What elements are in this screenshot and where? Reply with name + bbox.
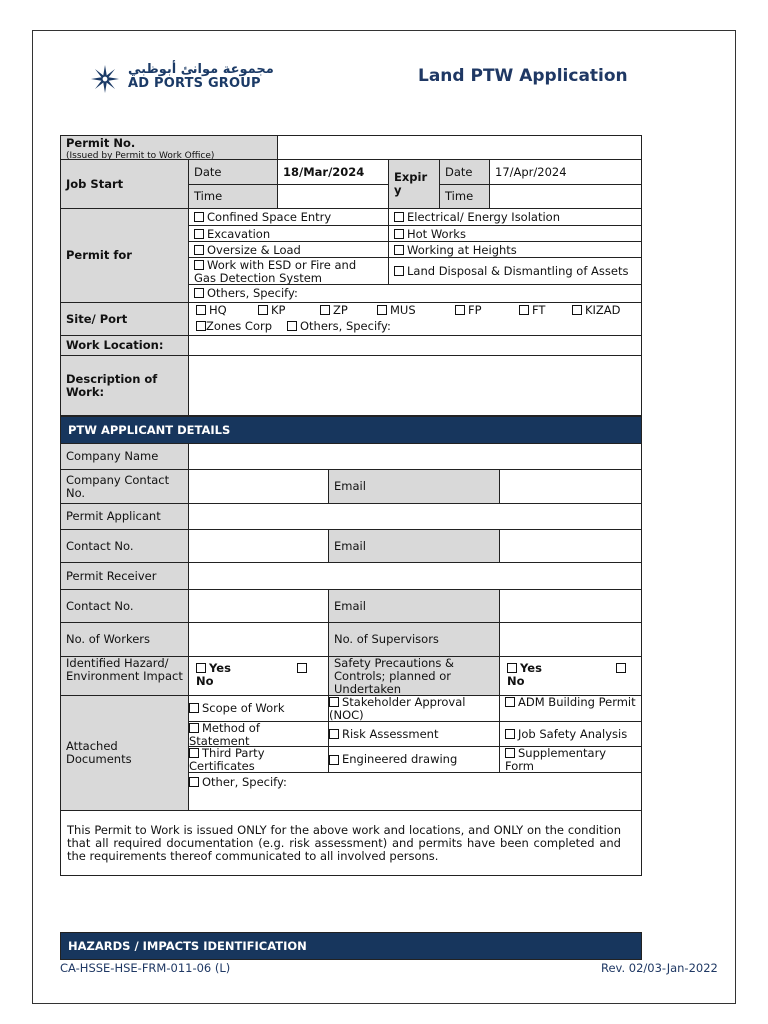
workers-label: No. of Workers <box>60 622 189 657</box>
doc-engineered-drawing[interactable] <box>328 746 500 773</box>
document-code: CA-HSSE-HSE-FRM-011-06 (L) <box>60 961 231 975</box>
option-label: Hot Works <box>407 227 466 241</box>
permit-no-note: (Issued by Permit to Work Office) <box>66 151 215 160</box>
checkbox[interactable] <box>505 748 515 758</box>
company-name-label: Company Name <box>60 443 189 470</box>
checkbox[interactable] <box>394 229 404 239</box>
option-label: Excavation <box>207 227 271 241</box>
checkbox[interactable] <box>329 755 339 765</box>
option-label: KP <box>271 303 286 317</box>
doc-scope-of-work[interactable] <box>188 695 329 722</box>
option-oversize-load[interactable] <box>188 241 389 258</box>
company-email-label: Email <box>328 469 500 504</box>
option-label: FP <box>468 303 482 317</box>
company-email-field[interactable] <box>499 469 642 504</box>
checkbox[interactable] <box>616 663 626 673</box>
option-hot-works[interactable] <box>388 225 642 242</box>
expiry-date-label: Date <box>439 159 490 185</box>
expiry-time-label: Time <box>439 184 490 209</box>
option-confined-space[interactable] <box>188 208 389 226</box>
option-label: Zones Corp <box>206 319 273 333</box>
logo-arabic-text: مجموعة موانئ أبوظبي <box>128 62 274 77</box>
doc-adm-building-permit[interactable] <box>499 695 642 722</box>
doc-other-specify[interactable] <box>188 772 642 811</box>
notice-text: This Permit to Work is issued ONLY for the above work and locations, and ONLY on the condition that all required documentation (e.g. risk assessment) and permits have been completed and the requirements thereof communicated to all involved persons. <box>67 822 621 863</box>
checkbox[interactable] <box>196 305 206 315</box>
receiver-contact-field[interactable] <box>188 589 329 623</box>
doc-label: Scope of Work <box>202 701 285 715</box>
document-revision: Rev. 02/03-Jan-2022 <box>601 961 718 975</box>
option-label-cont: Gas Detection System <box>194 271 323 285</box>
company-name-field[interactable] <box>188 443 642 470</box>
site-others[interactable] <box>287 320 391 333</box>
attached-documents-label: Attached Documents <box>60 695 189 811</box>
checkbox[interactable] <box>189 723 199 733</box>
expiry-date-field[interactable]: 17/Apr/2024 <box>489 159 642 185</box>
company-contact-label: Company Contact No. <box>60 469 189 504</box>
supervisors-label: No. of Supervisors <box>328 622 500 657</box>
checkbox[interactable] <box>572 305 582 315</box>
doc-method-statement[interactable] <box>188 721 329 747</box>
doc-stakeholder-approval[interactable] <box>328 695 500 722</box>
option-label: FT <box>532 303 546 317</box>
checkbox[interactable] <box>455 305 465 315</box>
option-label: Working at Heights <box>407 243 517 257</box>
checkbox[interactable] <box>394 245 404 255</box>
applicant-details-band: PTW APPLICANT DETAILS <box>60 416 642 444</box>
permit-applicant-field[interactable] <box>188 503 642 530</box>
hazard-no-checkbox[interactable] <box>297 662 310 675</box>
option-electrical-isolation[interactable] <box>388 208 642 226</box>
checkbox[interactable] <box>394 266 404 276</box>
site-port-label: Site/ Port <box>60 302 189 336</box>
permit-for-label: Permit for <box>60 208 189 303</box>
site-zp[interactable] <box>320 304 348 317</box>
company-contact-field[interactable] <box>188 469 329 504</box>
option-land-disposal[interactable] <box>388 257 642 285</box>
checkbox[interactable] <box>194 212 204 222</box>
site-kizad[interactable] <box>572 304 621 317</box>
receiver-email-label: Email <box>328 589 500 623</box>
hazard-no-label: No <box>196 674 214 688</box>
expiry-time-field[interactable] <box>489 184 642 209</box>
site-kp[interactable] <box>258 304 285 317</box>
option-label: Oversize & Load <box>207 243 301 257</box>
doc-label: Third Party Certificates <box>189 746 265 773</box>
checkbox[interactable] <box>507 663 517 673</box>
description-field[interactable] <box>188 355 642 416</box>
workers-field[interactable] <box>188 622 329 657</box>
permit-no-label-cell <box>60 135 278 160</box>
checkbox[interactable] <box>519 305 529 315</box>
receiver-contact-label: Contact No. <box>60 589 189 623</box>
option-label: Land Disposal & Dismantling of Assets <box>407 263 629 278</box>
permit-receiver-label: Permit Receiver <box>60 562 189 590</box>
applicant-email-label: Email <box>328 529 500 563</box>
doc-third-party-certificates[interactable] <box>188 746 329 773</box>
compass-star-icon <box>90 64 120 94</box>
receiver-email-field[interactable] <box>499 589 642 623</box>
permit-notice <box>60 810 642 876</box>
doc-label: Stakeholder Approval (NOC) <box>329 695 466 722</box>
doc-label: Supplementary Form <box>505 746 607 773</box>
doc-risk-assessment[interactable] <box>328 721 500 747</box>
checkbox[interactable] <box>505 729 515 739</box>
checkbox[interactable] <box>287 321 297 331</box>
checkbox[interactable] <box>505 697 515 707</box>
precautions-no-label: No <box>507 674 525 688</box>
expiry-label: Expir y <box>388 159 440 209</box>
option-working-heights[interactable] <box>388 241 642 258</box>
ad-ports-logo <box>90 62 274 96</box>
option-excavation[interactable] <box>188 225 389 242</box>
option-label: Electrical/ Energy Isolation <box>407 210 560 224</box>
doc-label: Engineered drawing <box>342 752 458 766</box>
doc-supplementary-form[interactable] <box>499 746 642 773</box>
option-others[interactable] <box>188 284 642 303</box>
doc-label: ADM Building Permit <box>518 695 636 709</box>
work-location-field[interactable] <box>188 335 642 356</box>
checkbox[interactable] <box>189 777 199 787</box>
site-zones-corp[interactable] <box>196 320 272 333</box>
permit-applicant-label: Permit Applicant <box>60 503 189 530</box>
checkbox[interactable] <box>189 748 199 758</box>
site-hq[interactable] <box>196 304 227 317</box>
checkbox[interactable] <box>320 305 330 315</box>
option-label: HQ <box>209 303 227 317</box>
hazards-identification-band: HAZARDS / IMPACTS IDENTIFICATION <box>60 932 642 960</box>
checkbox[interactable] <box>194 288 204 298</box>
option-esd-fire-gas[interactable] <box>188 257 389 285</box>
site-ft[interactable] <box>519 304 545 317</box>
applicant-contact-label: Contact No. <box>60 529 189 563</box>
checkbox[interactable] <box>194 260 204 270</box>
precautions-label: Safety Precautions & Controls; planned or Undertaken <box>328 656 500 696</box>
option-label: Others, Specify: <box>300 319 391 333</box>
work-location-label: Work Location: <box>60 335 189 356</box>
start-time-field[interactable] <box>277 184 389 209</box>
yes-label: Yes <box>209 661 231 675</box>
checkbox[interactable] <box>196 321 206 331</box>
applicant-email-field[interactable] <box>499 529 642 563</box>
doc-label: Method of Statement <box>189 721 260 747</box>
site-mus[interactable] <box>377 304 416 317</box>
applicant-contact-field[interactable] <box>188 529 329 563</box>
document-title: Land PTW Application <box>418 66 628 86</box>
doc-label: Other, Specify: <box>202 775 287 789</box>
permit-receiver-field[interactable] <box>188 562 642 590</box>
checkbox[interactable] <box>329 729 339 739</box>
permit-no-label: Permit No. <box>66 136 136 150</box>
description-label: Description of Work: <box>60 355 189 416</box>
option-label: Confined Space Entry <box>207 210 332 224</box>
checkbox[interactable] <box>194 245 204 255</box>
precautions-no-checkbox[interactable] <box>616 662 629 675</box>
job-start-label: Job Start <box>60 159 189 209</box>
checkbox[interactable] <box>258 305 268 315</box>
start-time-label: Time <box>188 184 278 209</box>
permit-no-field[interactable] <box>277 135 642 160</box>
doc-job-safety-analysis[interactable] <box>499 721 642 747</box>
checkbox[interactable] <box>297 663 307 673</box>
option-label: KIZAD <box>585 303 621 317</box>
option-label: MUS <box>390 303 416 317</box>
doc-label: Job Safety Analysis <box>518 726 628 741</box>
checkbox[interactable] <box>194 229 204 239</box>
checkbox[interactable] <box>329 697 339 707</box>
yes-label: Yes <box>520 661 542 675</box>
start-date-label: Date <box>188 159 278 185</box>
doc-label: Risk Assessment <box>342 726 439 741</box>
checkbox[interactable] <box>377 305 387 315</box>
checkbox[interactable] <box>394 212 404 222</box>
checkbox[interactable] <box>189 703 199 713</box>
logo-english-text: AD PORTS GROUP <box>128 76 261 91</box>
hazard-label: Identified Hazard/ Environment Impact <box>60 656 189 696</box>
checkbox[interactable] <box>196 663 206 673</box>
site-fp[interactable] <box>455 304 482 317</box>
option-label: ZP <box>333 303 348 317</box>
option-label: Others, Specify: <box>207 286 298 300</box>
supervisors-field[interactable] <box>499 622 642 657</box>
option-label: Work with ESD or Fire and <box>207 258 357 272</box>
start-date-field[interactable]: 18/Mar/2024 <box>277 159 389 185</box>
